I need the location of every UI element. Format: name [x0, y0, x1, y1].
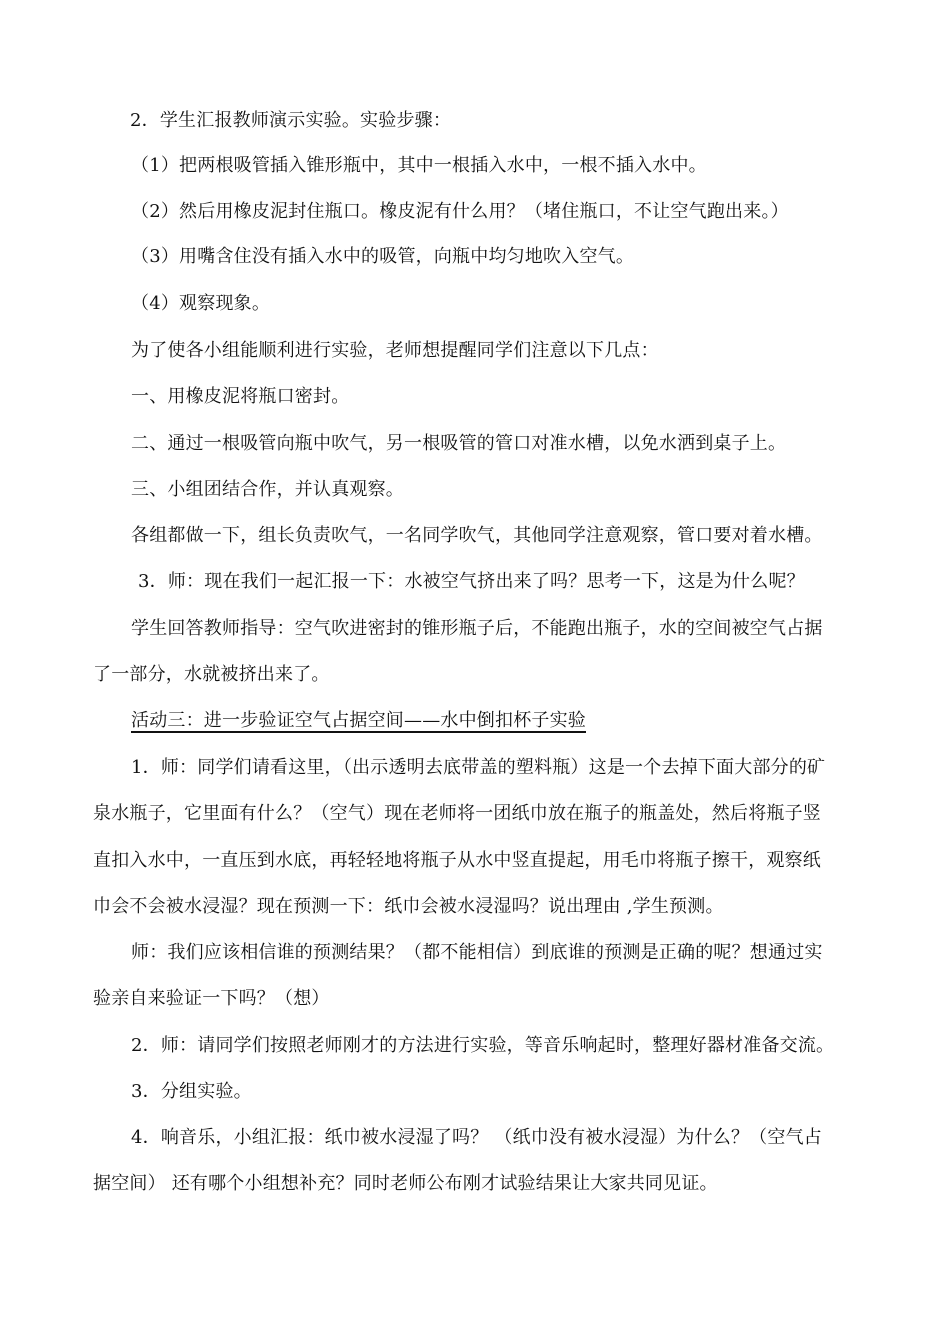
text-line: 4．响音乐，小组汇报：纸巾被水浸湿了吗？ （纸巾没有被水浸湿）为什么？（空气占	[131, 1127, 822, 1148]
text-line: 2．学生汇报教师演示实验。实验步骤：	[130, 110, 452, 131]
text-line: （2）然后用橡皮泥封住瓶口。橡皮泥有什么用？（堵住瓶口，不让空气跑出来。）	[131, 201, 789, 222]
text-line: （3）用嘴含住没有插入水中的吸管，向瓶中均匀地吹入空气。	[131, 246, 635, 267]
text-line: 1．师：同学们请看这里，（出示透明去底带盖的塑料瓶）这是一个去掉下面大部分的矿	[131, 757, 826, 778]
text-line: 一、用橡皮泥将瓶口密封。	[131, 386, 350, 407]
text-line: 泉水瓶子，它里面有什么？（空气）现在老师将一团纸巾放在瓶子的瓶盖处，然后将瓶子竖	[93, 803, 821, 824]
text-line: 了一部分，水就被挤出来了。	[93, 664, 330, 685]
text-line: （4）观察现象。	[131, 293, 271, 314]
text-line: 学生回答教师指导：空气吹进密封的锥形瓶子后，不能跑出瓶子，水的空间被空气占据	[131, 618, 823, 639]
text-line: 三、小组团结合作，并认真观察。	[131, 479, 404, 500]
text-line: 验亲自来验证一下吗？（想）	[93, 988, 330, 1009]
text-line: 3．师：现在我们一起汇报一下：水被空气挤出来了吗？思考一下，这是为什么呢？	[138, 571, 805, 592]
section-heading: 活动三：进一步验证空气占据空间——水中倒扣杯子实验	[131, 710, 586, 731]
text-line: 直扣入水中，一直压到水底，再轻轻地将瓶子从水中竖直提起，用毛巾将瓶子擦干，观察纸	[93, 850, 821, 871]
text-line: 为了使各小组能顺利进行实验，老师想提醒同学们注意以下几点：	[131, 340, 659, 361]
text-line: 师：我们应该相信谁的预测结果？（都不能相信）到底谁的预测是正确的呢？想通过实	[131, 942, 823, 963]
text-line: （1）把两根吸管插入锥形瓶中，其中一根插入水中，一根不插入水中。	[131, 155, 707, 176]
text-line: 巾会不会被水浸湿？现在预测一下：纸巾会被水浸湿吗？说出理由 ,学生预测。	[93, 896, 724, 917]
text-line: 2．师：请同学们按照老师刚才的方法进行实验，等音乐响起时，整理好器材准备交流。	[131, 1035, 835, 1056]
text-line: 据空间） 还有哪个小组想补充？同时老师公布刚才试验结果让大家共同见证。	[93, 1173, 718, 1194]
text-line: 3．分组实验。	[131, 1081, 252, 1102]
text-line: 二、通过一根吸管向瓶中吹气，另一根吸管的管口对准水槽，以免水洒到桌子上。	[131, 433, 787, 454]
text-line: 各组都做一下，组长负责吹气，一名同学吹气，其他同学注意观察，管口要对着水槽。	[131, 525, 823, 546]
